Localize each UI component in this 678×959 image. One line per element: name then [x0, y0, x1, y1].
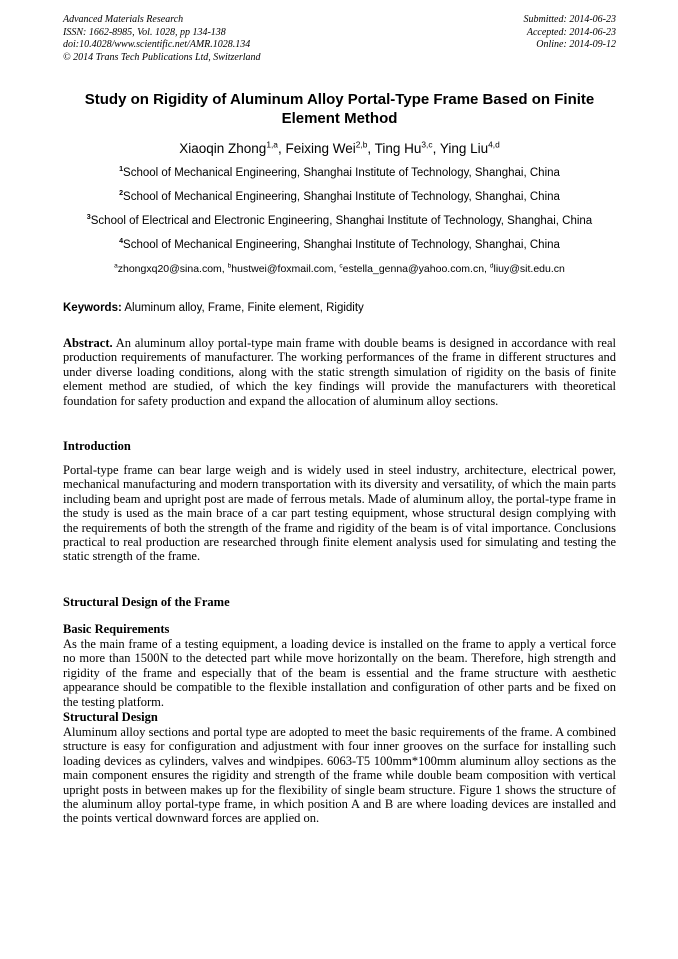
journal-copyright: © 2014 Trans Tech Publications Ltd, Switzerland: [63, 51, 261, 63]
journal-header: [63, 14, 616, 64]
author-4: [440, 141, 500, 156]
subsection-heading-basic-requirements: Basic Requirements: [63, 621, 170, 636]
accepted-date: Accepted: 2014-06-23: [526, 26, 616, 38]
author-1: [179, 141, 285, 156]
journal-name: Advanced Materials Research: [63, 14, 184, 25]
email-4-text: liuy@sit.edu.cn: [493, 263, 565, 275]
email-2-text: hustwei@foxmail.com,: [231, 263, 340, 275]
affiliation-3-sup: 3: [86, 213, 91, 222]
author-3-sup: 3,c: [421, 139, 433, 150]
paper-title: Study on Rigidity of Aluminum Alloy Portal-Type Frame Based on Finite Element Method: [84, 91, 595, 127]
affiliation-4-sup: 4: [119, 237, 124, 246]
email-4-sup: d: [489, 262, 494, 270]
author-3-sep: ,: [432, 141, 440, 156]
email-2-sup: b: [227, 262, 232, 270]
affiliation-2: [63, 190, 616, 204]
journal-issn-volume: ISSN: 1662-8985, Vol. 1028, pp 134-138: [63, 26, 226, 38]
keywords-text: Aluminum alloy, Frame, Finite element, Rigidity: [121, 302, 364, 314]
journal-doi: doi:10.4028/www.scientific.net/AMR.1028.134: [63, 39, 251, 50]
authors-line: [63, 141, 616, 156]
email-1-sup: a: [114, 262, 118, 270]
author-1-sup: 1,a: [266, 139, 278, 150]
journal-info-block: [63, 14, 261, 64]
author-1-sep: ,: [277, 141, 286, 156]
author-2-sep: ,: [367, 141, 375, 156]
author-3-name: Ting Hu: [374, 141, 422, 156]
affiliation-3: [63, 214, 616, 228]
email-1-text: zhongxq20@sina.com,: [117, 263, 228, 275]
author-2: [285, 141, 374, 156]
keywords-line: [63, 302, 616, 314]
keywords-label: Keywords:: [63, 302, 122, 314]
abstract-text: An aluminum alloy portal-type main frame with double beams is designed in accordance with real production requirements of manufacturer. The working performances of the frame in different structures and under diverse loading conditions, along with the static strength simulation of rigidity on the basis of finite element method are studied, of which the key findings will provide the manufacturers with theoretical foundation for safety production and expand the allocation of aluminum alloy sections.: [63, 336, 616, 408]
affiliation-4-text: School of Mechanical Engineering, Shanghai Institute of Technology, Shanghai, China: [123, 239, 560, 251]
author-2-name: Feixing Wei: [285, 141, 356, 156]
affiliation-1-sup: 1: [119, 165, 124, 174]
email-3-sup: c: [339, 262, 343, 270]
submitted-date: Submitted: 2014-06-23: [523, 14, 616, 25]
abstract-label: Abstract.: [63, 336, 113, 350]
structural-design-paragraph: Aluminum alloy sections and portal type are adopted to meet the basic requirements of the frame. A combined structure is easy for configuration and adjustment with four inner grooves on the surface for installing such loading devices as cylinders, valves and windpipes. 6063-T5 100mm*100mm aluminum alloy sections as the main component ensures the rigidity and strength of the frame while double beam composition with vertical upright posts in between makes up for the flexibility of single beam structure. Figure 1 shows the structure of the aluminum alloy portal-type frame, in which position A and B are where loading devices are installed and the points vertical downward forces are applied on.: [63, 724, 616, 826]
abstract-paragraph: [63, 336, 616, 408]
section-heading-structural-design-of-the-frame: Structural Design of the Frame: [63, 594, 230, 609]
subsection-heading-structural-design: Structural Design: [63, 709, 158, 724]
introduction-paragraph: Portal-type frame can bear large weigh and is widely used in steel industry, architecture, electrical power, mechanical manufacturing and modern transportation with its diversity and versatility, of which the main parts including beam and upright post are made of ferrous metals. Made of aluminum alloy, the portal-type frame in the study is used as the main brace of a car part testing equipment, whose structural design complying with the requirements of both the strength of the frame and rigidity of the beam is of vital importance. Conclusions practical to real production are researched through finite element analysis used for simulating and testing the static strength of the frame.: [63, 463, 616, 564]
author-emails-line: [63, 263, 616, 275]
author-3: [375, 141, 440, 156]
affiliation-1-text: School of Mechanical Engineering, Shanghai Institute of Technology, Shanghai, China: [123, 167, 560, 179]
email-3-text: estella_genna@yahoo.com.cn,: [342, 263, 490, 275]
author-4-name: Ying Liu: [439, 141, 489, 156]
author-2-sup: 2,b: [355, 139, 368, 150]
affiliation-2-sup: 2: [119, 189, 124, 198]
affiliation-2-text: School of Mechanical Engineering, Shanghai Institute of Technology, Shanghai, China: [123, 191, 560, 203]
basic-requirements-paragraph: As the main frame of a testing equipment, a loading device is installed on the frame to apply a vertical force no more than 1500N to the detected part while move horizontally on the beam. Therefore, high strength and rigidity of the frame and especially that of the beam is essential and the frame structure with aesthetic appearance should be compatible to the flexible installation and configuration of other parts and be fixed on the testing platform.: [63, 636, 616, 709]
affiliation-4: [63, 238, 616, 252]
author-4-sup: 4,d: [488, 139, 500, 150]
affiliation-3-text: School of Electrical and Electronic Engineering, Shanghai Institute of Technology, Shanghai, China: [90, 215, 593, 227]
affiliation-1: [63, 166, 616, 180]
author-1-name: Xiaoqin Zhong: [179, 141, 267, 156]
section-heading-introduction: Introduction: [63, 439, 131, 454]
submission-dates-block: [524, 14, 617, 64]
online-date: Online: 2014-09-12: [536, 39, 616, 50]
